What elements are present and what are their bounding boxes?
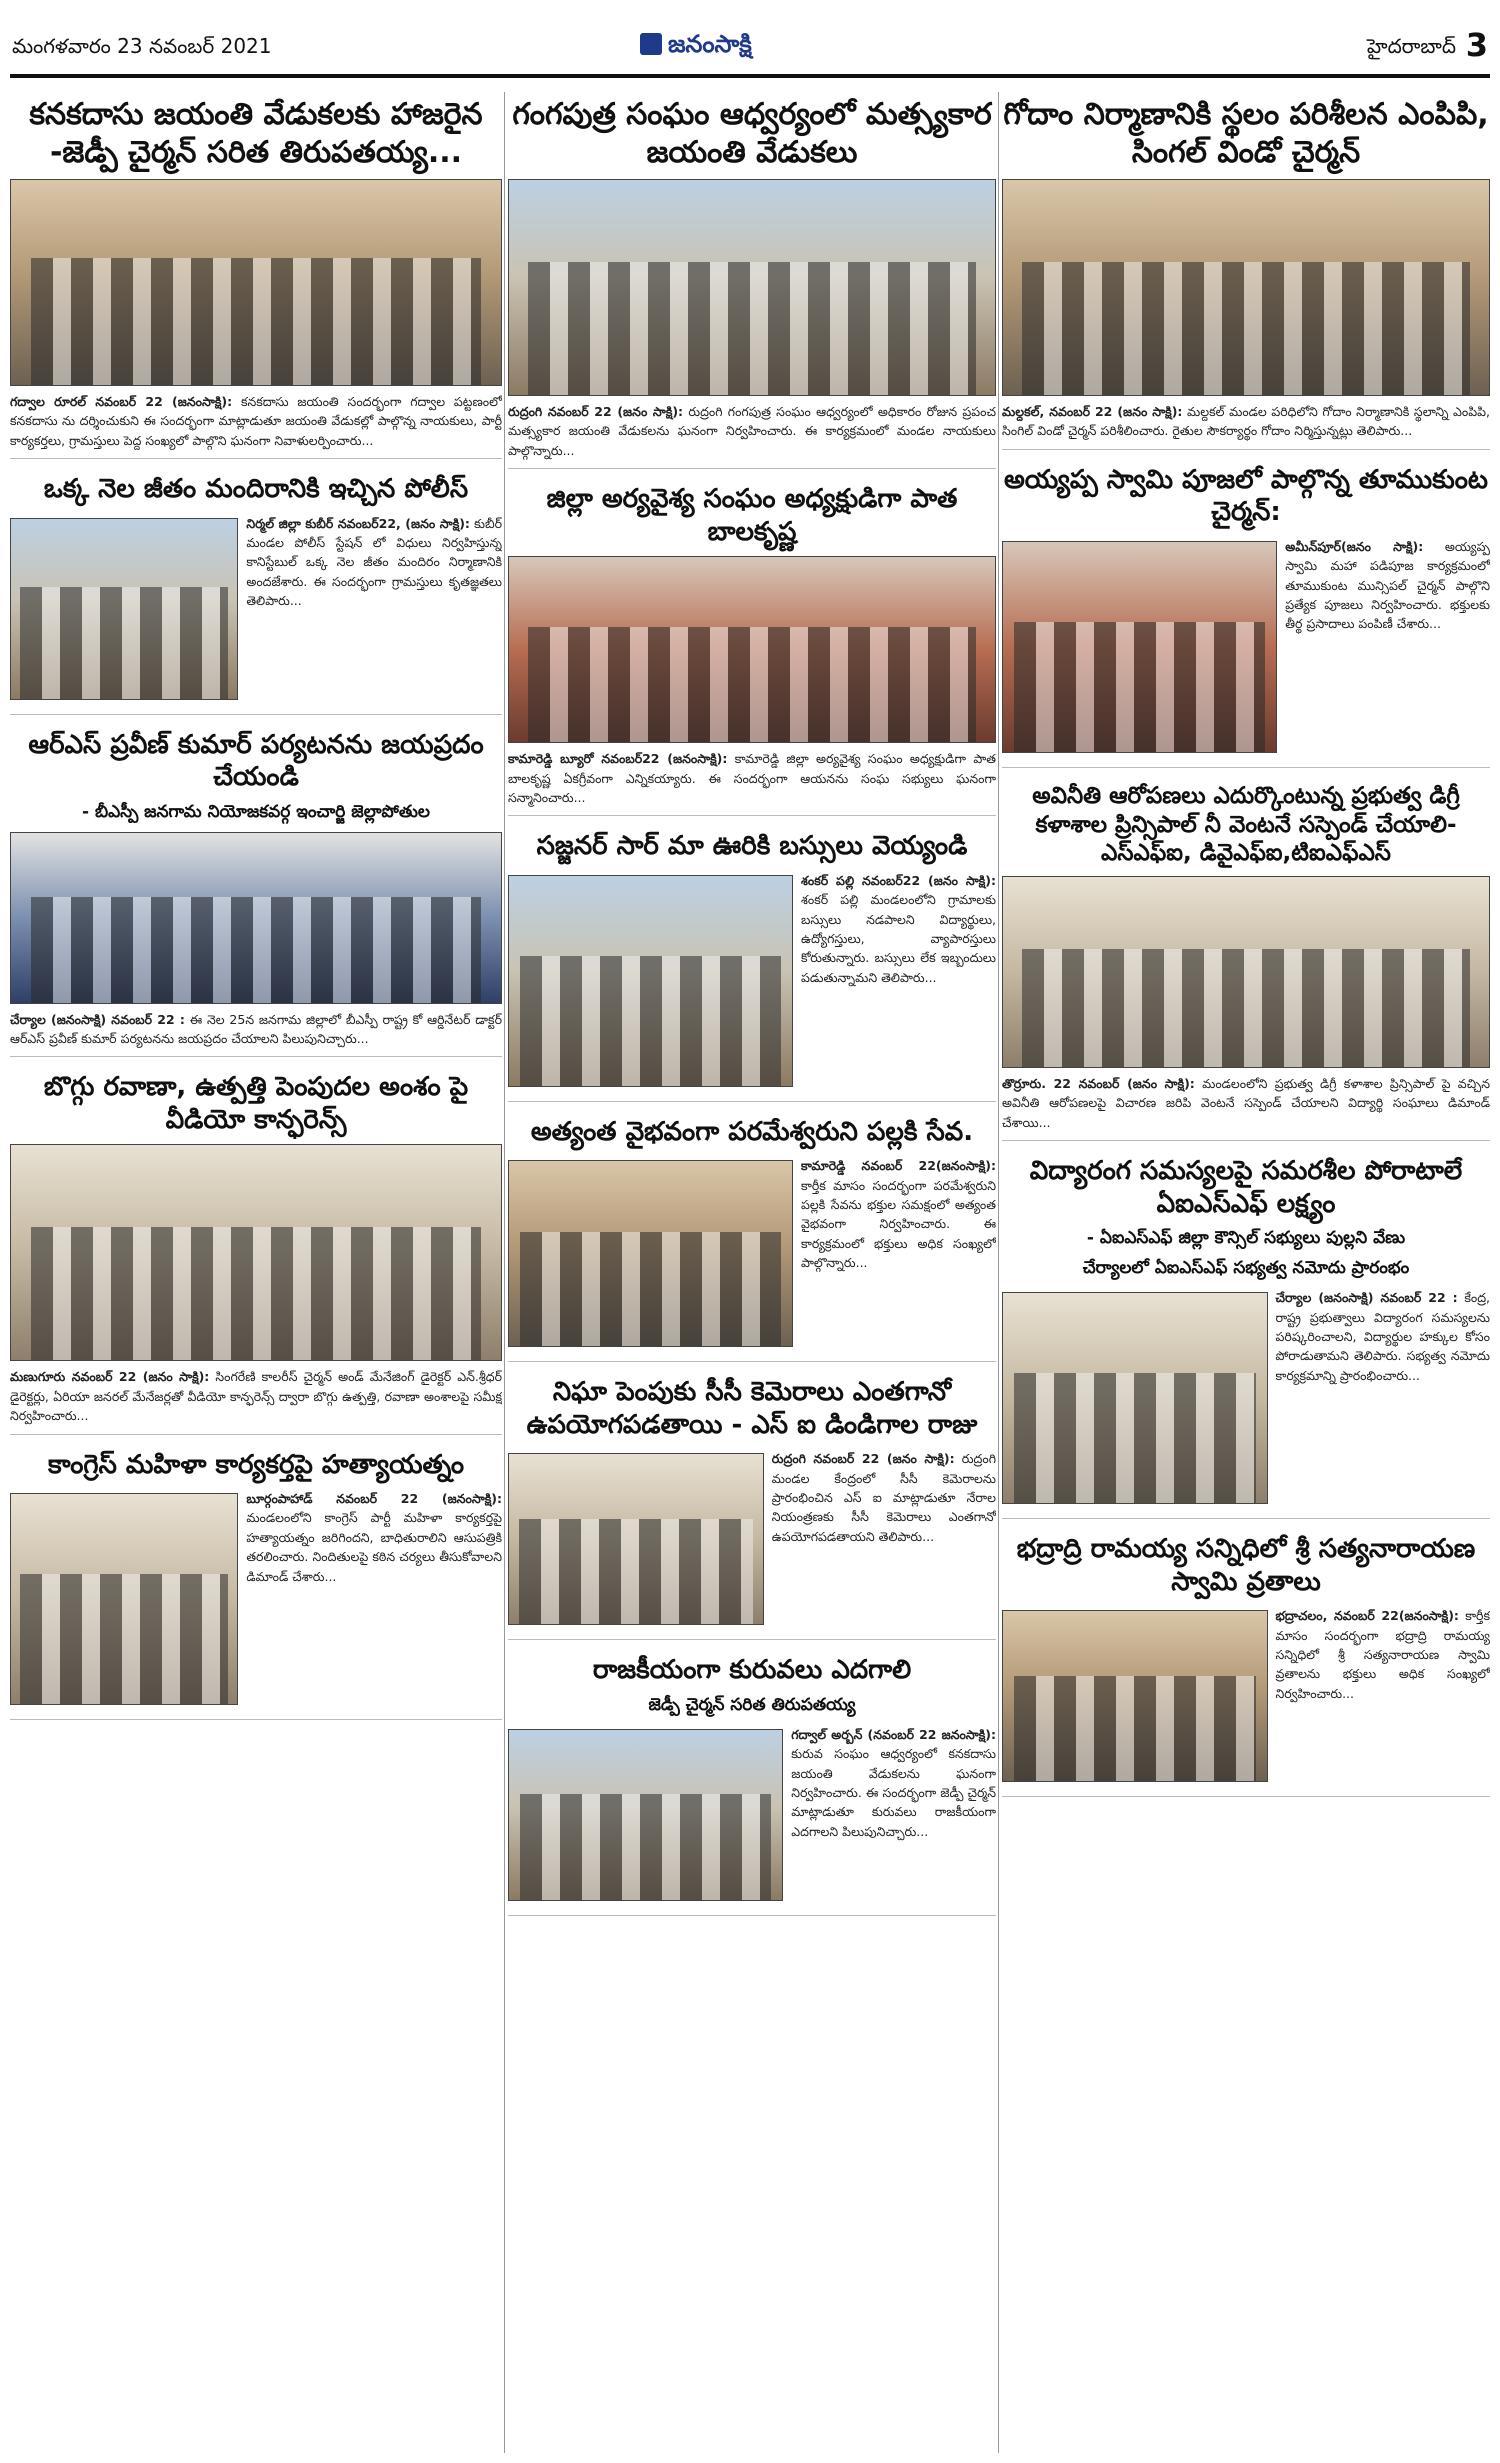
article-photo [10, 1493, 238, 1705]
article [508, 1650, 996, 1916]
article [508, 479, 996, 816]
article-body [791, 1725, 996, 1907]
article-photo [10, 179, 502, 386]
article-body [508, 749, 996, 807]
article-text: కనకదాసు జయంతి సందర్భంగా గద్వాల పట్టణంలో కనకదాసు ను దర్శించుకుని ఈ సందర్భంగా మాట్లాడుతూ జయంతి వేడుకల్లో పాల్గొన్న నాయకులు, పార్టీ కార్యకర్తలు, గ్రామస్తులు పెద్ద సంఖ్యలో పాల్గొని ఘనంగా నివాళులర్పించారు... [10, 394, 502, 448]
article-text: మండలంలోని కాంగ్రెస్ పార్టీ మహిళా కార్యకర్తపై హత్యాయత్నం జరిగిందని, బాధితురాలిని ఆసుపత్రికి తరలించారు. నిందితులపై కఠిన చర్యలు తీసుకోవాలని డిమాండ్ చేశారు... [246, 1510, 502, 1584]
article-body [1002, 1074, 1490, 1132]
column-2 [508, 92, 996, 2453]
article-headline: కనకదాసు జయంతి వేడుకలకు హాజరైన -జెడ్పీ చైర్మన్ సరిత తిరుపతయ్య... [29, 97, 483, 170]
article-photo [1002, 1610, 1268, 1782]
article [10, 725, 502, 1058]
article-dateline: తొర్రూరు. 22 నవంబర్ (జనం సాక్షి): [1002, 1076, 1195, 1091]
article-text: రుద్రంగి గంగపుత్ర సంఘం ఆధ్వర్యంలో అధికారం రోజున ప్రపంచ మత్స్యకార జయంతి వేడుకలను ఘనంగా నిర్వహించారు. ఈ కార్యక్రమంలో మండల నాయకులు పాల్గొన్నారు... [508, 404, 996, 458]
article-subhead: చేర్యాలలో ఏఐఎస్ఎఫ్ సభ్యత్వ నమోదు ప్రారంభం [1082, 1258, 1410, 1279]
article-headline: బొగ్గు రవాణా, ఉత్పత్తి పెంపుదల అంశం పై వీడియో కాన్ఫరెన్స్ [43, 1072, 469, 1135]
article [1002, 778, 1490, 1141]
article-text: కేంద్ర, రాష్ట్ర ప్రభుత్వాలు విద్యారంగ సమస్యలను పరిష్కరించాలని, విద్యార్థుల హక్కుల కోసం పోరాడుతామని తెలిపారు. సభ్యత్వ నమోదు కార్యక్రమాన్ని ప్రారంభించారు... [1275, 1290, 1490, 1383]
article-dateline: రుద్రంగి నవంబర్ 22 (జనం సాక్షి): [508, 404, 684, 419]
article-photo [508, 875, 793, 1087]
article-text: మండలంలోని ప్రభుత్వ డిగ్రీ కళాశాల ప్రిన్సిపాల్ పై వచ్చిన అవినీతి ఆరోపణలపై విచారణ జరిపి వెంటనే సస్పెండ్ చేయాలని విద్యార్థి సంఘాలు డిమాండ్ చేశాయి... [1002, 1076, 1490, 1130]
article-dateline: భద్రాచలం, నవంబర్ 22(జనంసాక్షి): [1275, 1608, 1459, 1624]
issue-date: మంగళవారం 23 నవంబర్ 2021 [12, 34, 272, 58]
article-text: శంకర్ పల్లి మండలంలోని గ్రామాలకు బస్సులు నడపాలని విద్యార్థులు, ఉద్యోగస్తులు, వ్యాపారస్తులు కోరుతున్నారు. బస్సులు లేక ఇబ్బందులు పడుతున్నామని తెలిపారు... [801, 892, 996, 985]
article-dateline: మల్దకల్, నవంబర్ 22 (జనం సాక్షి): [1002, 404, 1183, 419]
column-1 [10, 92, 502, 2453]
edition-city: హైదరాబాద్ [1366, 34, 1456, 58]
article [508, 1112, 996, 1363]
article-subhead: - ఏఐఎస్ఎఫ్ జిల్లా కౌన్సిల్ సభ్యులు పుల్లని వేణు [1086, 1228, 1406, 1249]
article-text: కామారెడ్డి జిల్లా అర్యవైశ్య సంఘం అధ్యక్షుడిగా పాత బాలకృష్ణ ఏకగ్రీవంగా ఎన్నికయ్యారు. ఈ సందర్భంగా ఆయనను సంఘ సభ్యులు ఘనంగా సన్మానించారు... [508, 751, 996, 805]
article-photo [508, 179, 996, 396]
article-dateline: చేర్యాల (జనంసాక్షి) నవంబర్ 22 : [1275, 1290, 1458, 1306]
article-subhead: జెడ్పీ చైర్మన్ సరిత తిరుపతయ్య [648, 1694, 856, 1715]
article [508, 92, 996, 469]
article [1002, 460, 1490, 768]
article-body [801, 1156, 996, 1353]
article-photo [10, 1144, 502, 1361]
article-body [10, 1010, 502, 1049]
column-divider [998, 92, 999, 2453]
article-photo [1002, 179, 1490, 396]
article-body [1002, 402, 1490, 441]
article-text: మల్దకల్ మండల పరిధిలోని గోదాం నిర్మాణానికి స్థలాన్ని ఎంపిపి, సింగిల్ విండో చైర్మన్ పరిశీలించారు. రైతుల సౌకర్యార్థం గోదాం నిర్మిస్తున్నట్లు తెలిపారు... [1002, 404, 1490, 439]
article-dateline: బూర్గంపాహాడ్ నవంబర్ 22 (జనంసాక్షి): [246, 1491, 502, 1506]
article-subhead: - బీఎస్పీ జనగామ నియోజకవర్గ ఇంచార్జి జెల్లాపోతుల [82, 801, 430, 822]
masthead [0, 0, 1500, 78]
article-text: సింగరేణి కాలరీస్ చైర్మన్ అండ్ మేనేజింగ్ డైరెక్టర్ ఎన్.శ్రీధర్ డైరెక్టర్లు, ఏరియా జనరల్ మేనేజర్లతో వీడియో కాన్ఫరెన్స్ ద్వారా బొగ్గు ఉత్పత్తి, రవాణా అంశాలపై సమీక్ష నిర్వహించారు... [10, 1369, 502, 1424]
article-headline: అత్యంత వైభవంగా పరమేశ్వరుని పల్లకి సేవ. [530, 1116, 974, 1147]
article-dateline: అమీన్‌పూర్(జనం సాక్షి): [1285, 538, 1424, 554]
article-dateline: రుద్రంగి నవంబర్ 22 (జనం సాక్షి): [771, 1451, 955, 1467]
article-headline: అవినీతి ఆరోపణలు ఎదుర్కొంటున్న ప్రభుత్వ డిగ్రీ కళాశాల ప్రిన్సిపాల్ నీ వెంటనే సస్పెండ్ చేయాలి- ఎస్ఎఫ్ఐ, డివైఎఫ్ఐ,టిఐఎఫ్ఎస్ [1032, 782, 1460, 867]
article-photo [508, 556, 996, 743]
article-dateline: చేర్యాల (జనంసాక్షి) నవంబర్ 22 : [10, 1011, 185, 1027]
article-dateline: కామారెడ్డి బ్యూరో నవంబర్22 (జనంసాక్షి): [508, 751, 728, 767]
article [10, 1067, 502, 1434]
article-headline: అయ్యప్ప స్వామి పూజలో పాల్గొన్న తూముకుంట చైర్మన్: [1004, 464, 1488, 528]
article-photo [10, 518, 238, 700]
page-number: 3 [1465, 26, 1488, 64]
article [1002, 1529, 1490, 1797]
article-dateline: మణుగూరు నవంబర్ 22 (జనం సాక్షి): [10, 1369, 210, 1385]
article-headline: జిల్లా అర్యవైశ్య సంఘం అధ్యక్షుడిగా పాత బాలకృష్ణ [546, 484, 958, 547]
article-dateline: గద్వాల్ అర్బన్ (నవంబర్ 22 జనంసాక్షి): [791, 1726, 996, 1742]
article-headline: గోదాం నిర్మాణానికి స్థలం పరిశీలన ఎంపిపి, సింగల్ విండో చైర్మన్ [1003, 97, 1489, 170]
article-text: అయ్యప్ప స్వామి మహా పడిపూజ కార్యక్రమంలో తూముకుంట మున్సిపల్ చైర్మన్ పాల్గొని ప్రత్యేక పూజలు నిర్వహించారు. భక్తులకు తీర్థ ప్రసాదాలు పంపిణీ చేశారు... [1285, 538, 1490, 632]
article [508, 1372, 996, 1640]
article-text: రుద్రంగి మండల కేంద్రంలో సీసీ కెమెరాలను ప్రారంభించిన ఎస్ ఐ మాట్లాడుతూ నేరాల నియంత్రణకు సీసీ కెమెరాలు ఎంతగానో ఉపయోగపడతాయని తెలిపారు... [771, 1451, 996, 1544]
article-headline: గంగపుత్ర సంఘం ఆధ్వర్యంలో మత్స్యకార జయంతి వేడుకలు [512, 97, 992, 170]
masthead-rule [10, 74, 1490, 78]
article-headline: సజ్జనర్ సార్ మా ఊరికి బస్సులు వెయ్యండి [536, 831, 968, 862]
article-headline: కాంగ్రెస్ మహిళా కార్యకర్తపై హత్యాయత్నం [47, 1449, 465, 1480]
article-headline: రాజకీయంగా కురువలు ఎదగాలి [592, 1655, 912, 1686]
article-headline: ఒక్క నెల జీతం మందిరానికి ఇచ్చిన పోలీస్ [43, 474, 469, 505]
article [10, 1445, 502, 1721]
article-body [10, 392, 502, 450]
article-text: కుబీర్ మండల పోలీస్ స్టేషన్ లో విధులు నిర్వహిస్తున్న కానిస్టేబుల్ ఒక్క నెల జీతం మందిరం నిర్మాణానికి అందజేశారు. ఈ సందర్భంగా గ్రామస్తులు కృతజ్ఞతలు తెలిపారు... [246, 515, 502, 609]
article-dateline: నిర్మల్ జిల్లా కుబీర్ నవంబర్22, (జనం సాక్షి): [246, 515, 470, 531]
column-divider [504, 92, 505, 2453]
article-body [246, 514, 502, 706]
article-dateline: శంకర్ పల్లి నవంబర్22 (జనం సాక్షి): [801, 872, 996, 888]
article [10, 469, 502, 715]
article-body [772, 1449, 996, 1631]
article-photo [1002, 1292, 1268, 1504]
article [1002, 92, 1490, 450]
article-body [1276, 1606, 1490, 1788]
article-photo [10, 832, 502, 1004]
article-text: ఈ నెల 25న జనగామ జిల్లాలో బీఎస్పీ రాష్ట్ర కో ఆర్డినేటర్ డాక్టర్ ఆర్ఎస్ ప్రవీణ్ కుమార్ పర్యటనను జయప్రదం చేయాలని పిలుపునిచ్చారు... [10, 1011, 502, 1046]
article-headline: భద్రాద్రి రామయ్య సన్నిధిలో శ్రీ సత్యనారాయణ స్వామి వ్రతాలు [1016, 1534, 1476, 1597]
article-dateline: గద్వాల రూరల్ నవంబర్ 22 (జనంసాక్షి): [10, 394, 233, 409]
article-text: కురువ సంఘం ఆధ్వర్యంలో కనకదాసు జయంతి వేడుకలను ఘనంగా నిర్వహించారు. ఈ సందర్భంగా జెడ్పీ చైర్మన్ మాట్లాడుతూ కురువలు రాజకీయంగా ఎదగాలని పిలుపునిచ్చారు... [791, 1746, 996, 1839]
article [508, 826, 996, 1102]
article-headline: విద్యారంగ సమస్యలపై సమరశీల పోరాటాలే ఏఐఎస్ఎఫ్ లక్ష్యం [1029, 1156, 1463, 1219]
article-text: కార్తీక మాసం సందర్భంగా భద్రాద్రి రామయ్య సన్నిధిలో శ్రీ సత్యనారాయణ స్వామి వ్రతాలను భక్తులు అధిక సంఖ్యలో నిర్వహించారు... [1275, 1608, 1490, 1701]
article-text: కార్తీక మాసం సందర్భంగా పరమేశ్వరుని పల్లకి సేవను భక్తుల సమక్షంలో అత్యంత వైభవంగా నిర్వహించారు. ఈ కార్యక్రమంలో భక్తులు అధిక సంఖ్యలో పాల్గొన్నారు... [801, 1177, 996, 1271]
article-photo [508, 1729, 783, 1901]
logo-icon [640, 33, 662, 55]
article-body [801, 871, 996, 1093]
logo-text: జనంసాక్షి [668, 30, 752, 58]
newspaper-logo [640, 30, 752, 64]
article-body [246, 1489, 502, 1711]
article [10, 92, 502, 459]
article-body [1285, 537, 1490, 759]
article-photo [508, 1160, 793, 1347]
article-photo [508, 1453, 764, 1625]
article-photo [1002, 876, 1490, 1068]
article-headline: నిఘా పెంపుకు సీసీ కెమెరాలు ఎంతగానో ఉపయోగపడతాయి - ఎస్ ఐ డిండిగాల రాజు [526, 1377, 978, 1440]
article-body [1276, 1288, 1490, 1510]
article-headline: ఆర్ఎస్ ప్రవీణ్ కుమార్ పర్యటనను జయప్రదం చేయండి [28, 729, 484, 793]
column-3 [1002, 92, 1490, 2453]
article-body [10, 1367, 502, 1425]
article-dateline: కామారెడ్డి నవంబర్ 22(జనంసాక్షి): [801, 1158, 996, 1174]
article [1002, 1151, 1490, 1519]
article-photo [1002, 541, 1277, 753]
article-body [508, 402, 996, 460]
